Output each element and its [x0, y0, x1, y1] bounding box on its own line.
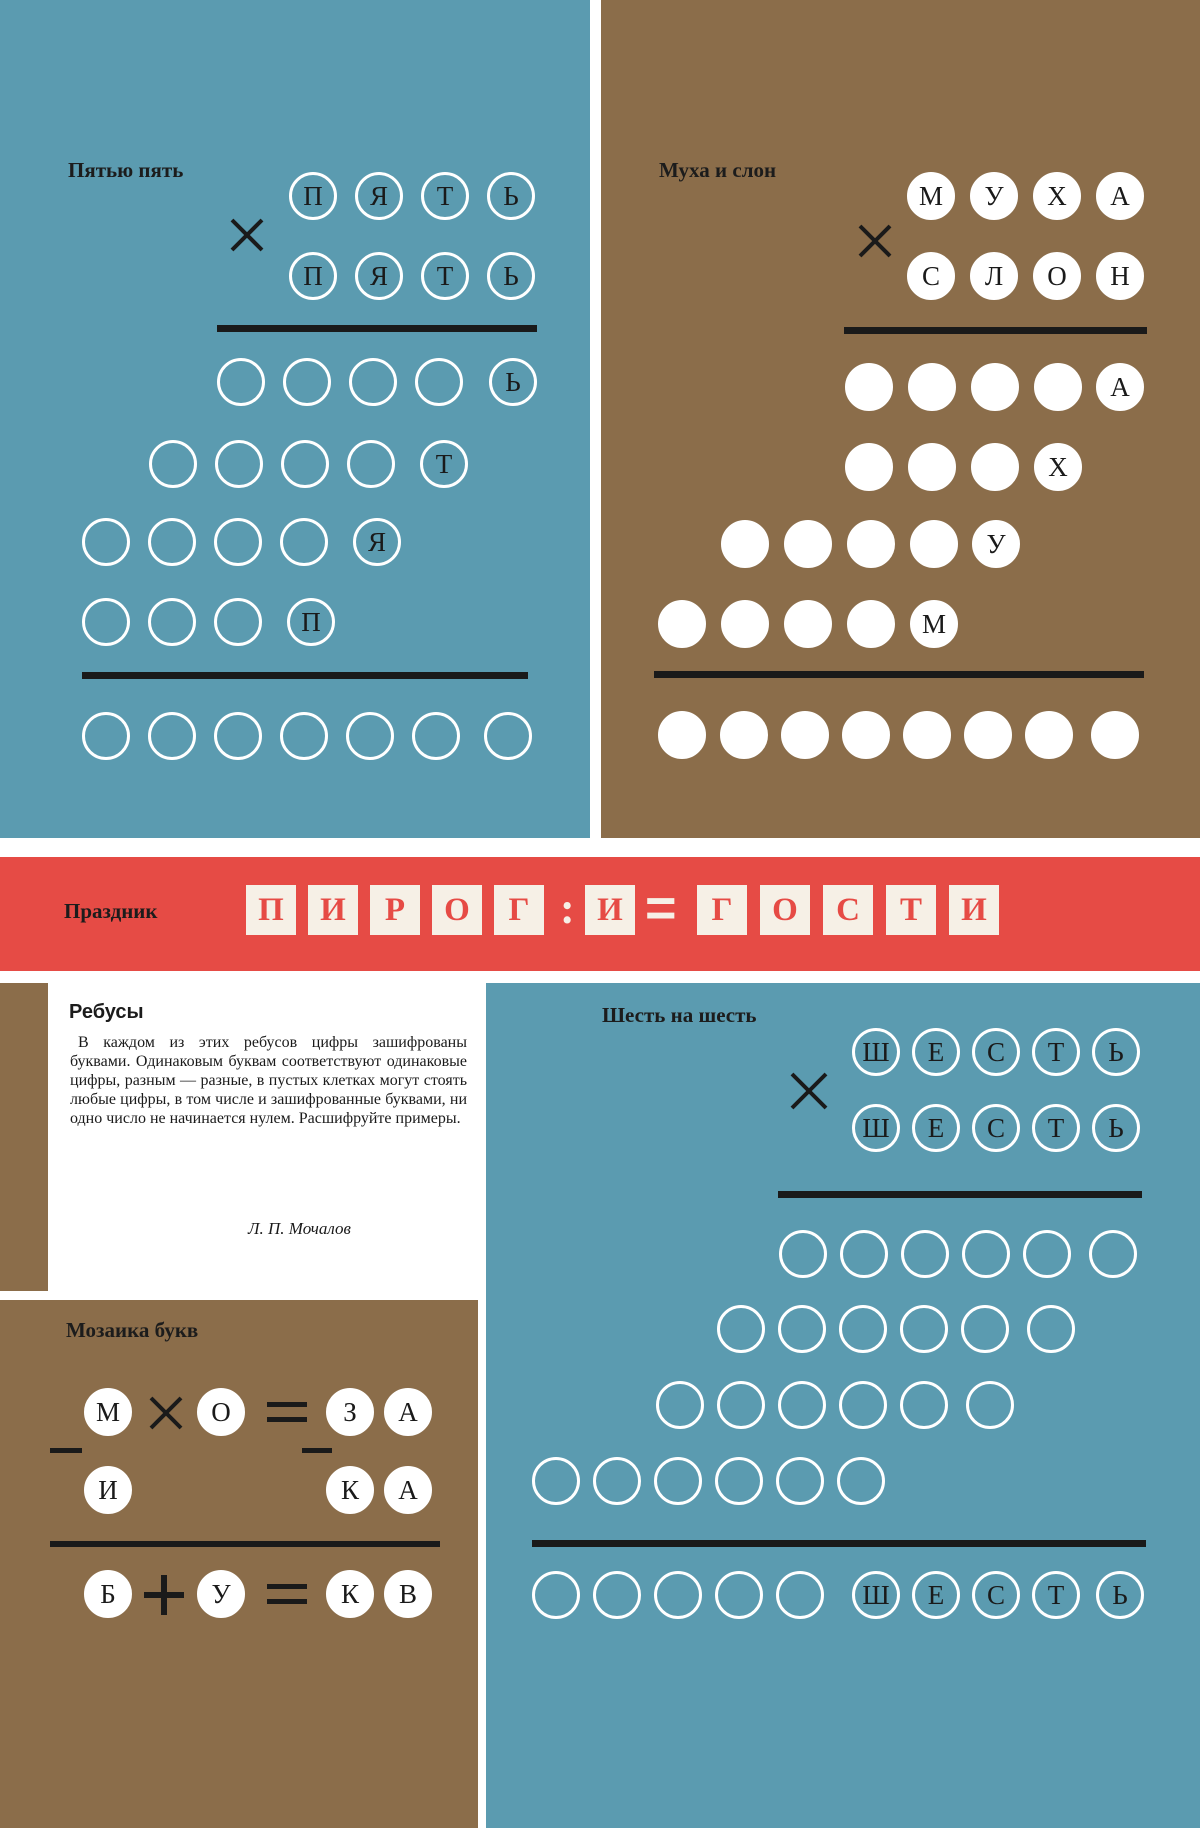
- empty-cell: [781, 711, 829, 759]
- empty-cell: [217, 358, 265, 406]
- empty-cell: [839, 1381, 887, 1429]
- empty-cell: [776, 1571, 824, 1619]
- letter-cell: Т: [1032, 1028, 1080, 1076]
- empty-cell: [903, 711, 951, 759]
- empty-cell: [840, 1230, 888, 1278]
- separator-line: [217, 325, 537, 332]
- letter-cell: О: [1033, 252, 1081, 300]
- empty-cell: [839, 1305, 887, 1353]
- letter-cell: В: [384, 1570, 432, 1618]
- letter-cell: Л: [970, 252, 1018, 300]
- letter-cell: Ш: [852, 1104, 900, 1152]
- empty-cell: [961, 1305, 1009, 1353]
- separator-line: [82, 672, 528, 679]
- letter-cell: Ш: [852, 1571, 900, 1619]
- letter-cell: О: [197, 1388, 245, 1436]
- empty-cell: [593, 1571, 641, 1619]
- letter-tile: Г: [494, 885, 544, 935]
- letter-tile: И: [585, 885, 635, 935]
- empty-cell: [82, 518, 130, 566]
- empty-cell: [280, 518, 328, 566]
- separator-line: [654, 671, 1144, 678]
- empty-cell: [715, 1571, 763, 1619]
- empty-cell: [971, 363, 1019, 411]
- letter-tile: Г: [697, 885, 747, 935]
- empty-cell: [280, 712, 328, 760]
- letter-cell: С: [972, 1571, 1020, 1619]
- empty-cell: [214, 518, 262, 566]
- empty-cell: [717, 1381, 765, 1429]
- empty-cell: [215, 440, 263, 488]
- letter-cell: И: [84, 1466, 132, 1514]
- letter-cell: Е: [912, 1028, 960, 1076]
- letter-cell: А: [1096, 363, 1144, 411]
- letter-cell: П: [289, 252, 337, 300]
- letter-cell: Ь: [1092, 1104, 1140, 1152]
- empty-cell: [654, 1457, 702, 1505]
- letter-cell: Я: [355, 172, 403, 220]
- empty-cell: [784, 600, 832, 648]
- letter-cell: Т: [1032, 1104, 1080, 1152]
- separator-line: [532, 1540, 1146, 1547]
- separator-line: [50, 1541, 440, 1547]
- letter-cell: С: [907, 252, 955, 300]
- empty-cell: [654, 1571, 702, 1619]
- equals-sign: [267, 1582, 307, 1608]
- empty-cell: [776, 1457, 824, 1505]
- empty-cell: [778, 1381, 826, 1429]
- letter-cell: Я: [355, 252, 403, 300]
- letter-cell: Т: [421, 252, 469, 300]
- empty-cell: [842, 711, 890, 759]
- empty-cell: [720, 711, 768, 759]
- multiply-icon: [856, 222, 894, 260]
- empty-cell: [1091, 711, 1139, 759]
- panel-fly-and-elephant: [601, 0, 1200, 838]
- letter-cell: М: [84, 1388, 132, 1436]
- plus-sign: [144, 1575, 184, 1615]
- letter-tile: Т: [886, 885, 936, 935]
- side-strip: [0, 983, 48, 1291]
- equals-sign: =: [645, 878, 677, 938]
- empty-cell: [148, 598, 196, 646]
- letter-tile: О: [760, 885, 810, 935]
- panel-six-times-six: [486, 983, 1200, 1828]
- puzzle-title-six: Шесть на шесть: [602, 1003, 757, 1027]
- empty-cell: [721, 600, 769, 648]
- empty-cell: [910, 520, 958, 568]
- empty-cell: [82, 712, 130, 760]
- empty-cell: [908, 443, 956, 491]
- puzzle-title-holiday: Праздник: [64, 899, 158, 923]
- letter-cell: К: [326, 1466, 374, 1514]
- letter-cell: Е: [912, 1571, 960, 1619]
- letter-cell: Ь: [1096, 1571, 1144, 1619]
- letter-cell: Я: [353, 518, 401, 566]
- empty-cell: [214, 598, 262, 646]
- equals-sign: [267, 1400, 307, 1426]
- empty-cell: [717, 1305, 765, 1353]
- letter-cell: Н: [1096, 252, 1144, 300]
- empty-cell: [658, 600, 706, 648]
- letter-cell: А: [1096, 172, 1144, 220]
- letter-cell: Х: [1033, 172, 1081, 220]
- empty-cell: [281, 440, 329, 488]
- letter-cell: Ь: [1092, 1028, 1140, 1076]
- empty-cell: [658, 711, 706, 759]
- minus-sign: [50, 1448, 82, 1453]
- letter-tile: И: [949, 885, 999, 935]
- letter-cell: Б: [84, 1570, 132, 1618]
- empty-cell: [593, 1457, 641, 1505]
- holiday-band: [0, 857, 1200, 971]
- empty-cell: [964, 711, 1012, 759]
- multiply-icon: [147, 1394, 185, 1432]
- empty-cell: [1089, 1230, 1137, 1278]
- empty-cell: [1027, 1305, 1075, 1353]
- panel-five-times-five: [0, 0, 590, 838]
- puzzle-title-fly: Муха и слон: [659, 158, 777, 182]
- empty-cell: [971, 443, 1019, 491]
- empty-cell: [148, 518, 196, 566]
- letter-cell: Ь: [487, 172, 535, 220]
- letter-cell: Т: [420, 440, 468, 488]
- letter-cell: С: [972, 1028, 1020, 1076]
- letter-cell: Т: [421, 172, 469, 220]
- letter-cell: Е: [912, 1104, 960, 1152]
- empty-cell: [721, 520, 769, 568]
- empty-cell: [1023, 1230, 1071, 1278]
- empty-cell: [412, 712, 460, 760]
- letter-cell: М: [910, 600, 958, 648]
- rebus-author: Л. П. Мочалов: [248, 1219, 351, 1238]
- letter-cell: Т: [1032, 1571, 1080, 1619]
- empty-cell: [779, 1230, 827, 1278]
- empty-cell: [82, 598, 130, 646]
- empty-cell: [148, 712, 196, 760]
- separator-line: [844, 327, 1147, 334]
- minus-sign: [302, 1448, 332, 1453]
- letter-cell: Х: [1034, 443, 1082, 491]
- empty-cell: [484, 712, 532, 760]
- multiply-icon: [788, 1070, 830, 1112]
- letter-cell: М: [907, 172, 955, 220]
- divide-sign: :: [560, 884, 575, 933]
- empty-cell: [532, 1457, 580, 1505]
- empty-cell: [656, 1381, 704, 1429]
- empty-cell: [900, 1381, 948, 1429]
- empty-cell: [283, 358, 331, 406]
- multiply-icon: [228, 216, 266, 254]
- rebus-text: В каждом из этих ребусов цифры зашифрованы буквами. Одинаковым буквам соответствуют одинаковые цифры, разным — разные, в пустых клетках могут стоять любые цифры, в том числе и зашифрованные буквами, ни одно число не начинается нулем. Расшифруйте примеры.: [70, 1034, 467, 1127]
- letter-cell: У: [970, 172, 1018, 220]
- letter-cell: У: [197, 1570, 245, 1618]
- empty-cell: [349, 358, 397, 406]
- empty-cell: [532, 1571, 580, 1619]
- empty-cell: [837, 1457, 885, 1505]
- empty-cell: [778, 1305, 826, 1353]
- empty-cell: [847, 520, 895, 568]
- empty-cell: [1025, 711, 1073, 759]
- letter-tile: С: [823, 885, 873, 935]
- letter-cell: У: [972, 520, 1020, 568]
- empty-cell: [415, 358, 463, 406]
- letter-cell: А: [384, 1388, 432, 1436]
- letter-cell: А: [384, 1466, 432, 1514]
- empty-cell: [784, 520, 832, 568]
- letter-tile: О: [432, 885, 482, 935]
- panel-letter-mosaic: [0, 1300, 478, 1828]
- letter-tile: И: [308, 885, 358, 935]
- empty-cell: [908, 363, 956, 411]
- letter-tile: Р: [370, 885, 420, 935]
- empty-cell: [214, 712, 262, 760]
- empty-cell: [845, 443, 893, 491]
- empty-cell: [715, 1457, 763, 1505]
- puzzle-title-mosaic: Мозаика букв: [66, 1318, 199, 1342]
- letter-cell: Ш: [852, 1028, 900, 1076]
- empty-cell: [900, 1305, 948, 1353]
- letter-tile: П: [246, 885, 296, 935]
- letter-cell: П: [289, 172, 337, 220]
- separator-line: [778, 1191, 1142, 1198]
- empty-cell: [962, 1230, 1010, 1278]
- letter-cell: С: [972, 1104, 1020, 1152]
- letter-cell: Ь: [487, 252, 535, 300]
- empty-cell: [149, 440, 197, 488]
- empty-cell: [901, 1230, 949, 1278]
- letter-cell: К: [326, 1570, 374, 1618]
- rebus-title: Ребусы: [69, 1001, 144, 1023]
- empty-cell: [845, 363, 893, 411]
- empty-cell: [347, 440, 395, 488]
- empty-cell: [1034, 363, 1082, 411]
- letter-cell: Ь: [489, 358, 537, 406]
- letter-cell: П: [287, 598, 335, 646]
- empty-cell: [847, 600, 895, 648]
- rebus-intro: [48, 983, 478, 1283]
- empty-cell: [966, 1381, 1014, 1429]
- puzzle-title-five: Пятью пять: [68, 158, 184, 182]
- letter-cell: З: [326, 1388, 374, 1436]
- empty-cell: [346, 712, 394, 760]
